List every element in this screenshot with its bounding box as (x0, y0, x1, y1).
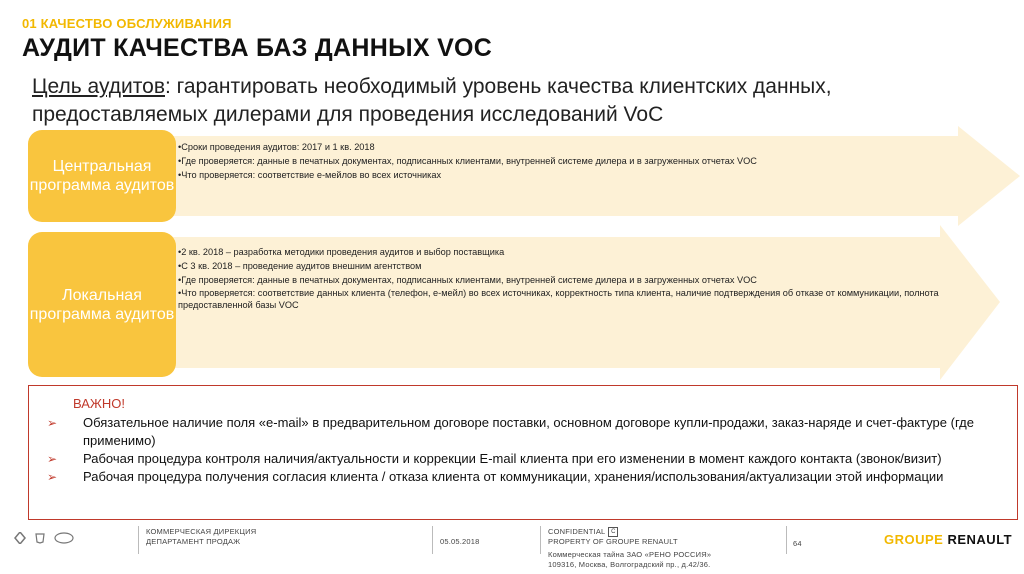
footer-confidential: CONFIDENTIAL C PROPERTY OF GROUPE RENAULT (548, 527, 678, 547)
lada-logo-icon (54, 532, 74, 544)
local-program-title: Локальная программа аудитов (29, 286, 175, 323)
goal-text: : гарантировать необходимый уровень качества клиентских данных, предоставляемых дилерами для проведения исследований VoC (32, 75, 832, 126)
list-item: ➢ Рабочая процедура получения согласия клиента / отказа клиента от коммуникации, хранения/использования/актуализации этой информации (47, 469, 944, 484)
list-item: •С 3 кв. 2018 – проведение аудитов внешним агентством (178, 261, 422, 271)
arrow-bullet-icon: ➢ (47, 416, 58, 430)
list-item: •Что проверяется: соответствие данных клиента (телефон, е-мейл) во всех источниках, корректность типа клиента, наличие подтверждения об отказе от коммуникации, полнота предоставленной базы VOC (178, 288, 939, 310)
important-box (28, 385, 1018, 520)
central-program-title: Центральная программа аудитов (29, 158, 175, 194)
central-program-bullets (178, 140, 757, 182)
dacia-logo-icon (34, 532, 46, 544)
page-number: 64 (793, 539, 802, 548)
list-item: ➢ Рабочая процедура контроля наличия/актуальности и коррекции E-mail клиента при его изменении в момент каждого контакта (звонок/визит) (47, 451, 942, 466)
section-label: 01 КАЧЕСТВО ОБСЛУЖИВАНИЯ (22, 16, 232, 31)
arrow-bullet-icon: ➢ (47, 470, 58, 484)
list-item: •Что проверяется: соответствие е-мейлов во всех источниках (178, 170, 442, 180)
brand-logo: GROUPE RENAULT (884, 532, 1013, 547)
footer-department: КОММЕРЧЕСКАЯ ДИРЕКЦИЯ ДЕПАРТАМЕНТ ПРОДАЖ (146, 527, 257, 546)
list-item: •Где проверяется: данные в печатных документах, подписанных клиентами, внутренней системе дилера и в загруженных отчетах VOC (178, 156, 757, 166)
important-title: ВАЖНО! (73, 396, 126, 411)
local-program-bullets (178, 245, 958, 311)
goal-label: Цель аудитов (32, 75, 165, 98)
page-title: АУДИТ КАЧЕСТВА БАЗ ДАННЫХ VOC (22, 34, 493, 62)
list-item: •2 кв. 2018 – разработка методики проведения аудитов и выбор поставщика (178, 247, 505, 257)
local-program-box (28, 232, 176, 377)
copyright-icon: C (608, 527, 618, 537)
important-list (39, 414, 1009, 486)
footer-legal: Коммерческая тайна ЗАО «РЕНО РОССИЯ» 109316, Москва, Волгоградский пр., д.42/36. (548, 550, 712, 569)
footer-date: 05.05.2018 (440, 537, 480, 546)
goal-statement (32, 73, 982, 129)
footer (0, 522, 1024, 574)
list-item: ➢ Обязательное наличие поля «e-mail» в предварительном договоре поставки, основном договоре купли-продажи, заказ-наряде и счет-фактуре (где применимо) (47, 415, 974, 448)
footer-logos (14, 532, 74, 544)
arrow-bullet-icon: ➢ (47, 452, 58, 466)
central-program-box (28, 130, 176, 222)
list-item: •Где проверяется: данные в печатных документах, подписанных клиентами, внутренней системе дилера и в загруженных отчетах VOC (178, 275, 757, 285)
renault-logo-icon (14, 532, 26, 544)
list-item: •Сроки проведения аудитов: 2017 и 1 кв. 2018 (178, 142, 375, 152)
